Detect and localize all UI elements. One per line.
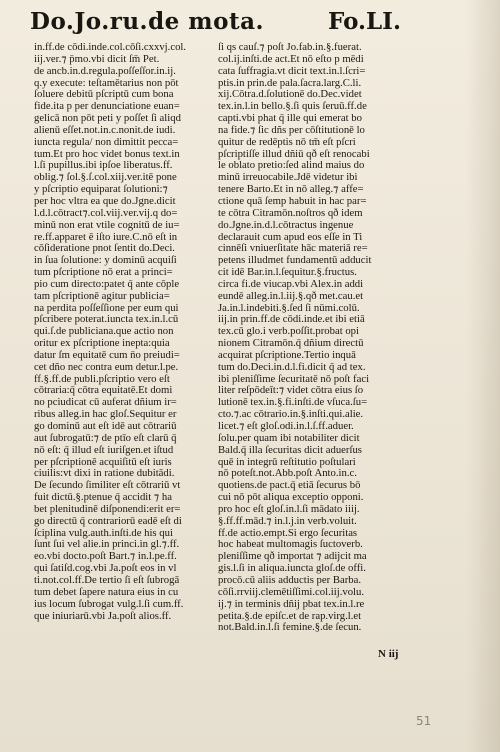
text-line: ptis.in prin.de pala.ſacra.larg.C.li. [218, 77, 362, 89]
text-line: pſcribere poterat.iuncta tex.in.l.cū [34, 314, 179, 326]
text-line: Ja.in.l.indebiti.§.ſed ſi nūmi.colū. [218, 302, 360, 314]
text-line: quē in integrū reſtitutio poſtulari [218, 456, 356, 468]
text-line: ij.⁊ in terminis dñij pbat tex.in.l.re [218, 598, 365, 610]
folio-number: Fo.LI. [328, 8, 401, 35]
text-line: oritur ex pſcriptione inepta:quia [34, 338, 170, 350]
pencil-page-note: 51 [416, 714, 432, 728]
text-line: cata ſuffragia.vt dicit text.in.l.ſcri= [218, 65, 366, 77]
text-line: De ſecundo ſimiliter eſt cōtrariū vt [34, 480, 181, 492]
text-column-right [218, 42, 418, 634]
text-line: cōtraria:q̄ cōtra equitatē.Et domi [34, 385, 173, 397]
text-line: in.ff.de cōdi.inde.col.cōſi.cxxvj.col. [34, 42, 187, 53]
text-line: §.ff.ff.mād.⁊ in.l.j.in verb.voluit. [218, 515, 357, 527]
text-line: nionem Citramōn.q̄ dñium directū [218, 338, 364, 350]
text-line: re.ff.apparet ē iſto iure.C.nō eſt in [34, 231, 178, 243]
text-line: licet.⁊ eſt gloſ.odi.in.l.ſ.ff.aduer. [218, 421, 354, 432]
text-line: tum pſcriptione nō erat a princi= [34, 267, 173, 279]
text-line: datur ſm equitatē cum n̄o preiudi= [34, 349, 180, 361]
text-line: tenere Barto.Et in nō alleg.⁊ affe= [218, 184, 364, 196]
text-line: l.d.l.cōtract⁊.col.viij.ver.vij.q do= [34, 207, 178, 219]
text-line: fuit dictū.§.ptenue q̄ accidit ⁊ ha [34, 492, 172, 504]
text-line: gis.l.ſi in aliqua.iuncta gloſ.de offi. [218, 563, 366, 575]
text-line: ſoluere debitū pſcriptū cum bona [34, 89, 174, 101]
signature-mark: N iij [378, 648, 399, 660]
text-line: in ſua ſolutione: y dominū acquiſi [34, 255, 177, 267]
text-line: Bald.q̄ illa ſecuritas dicit aduerſus [218, 444, 362, 456]
text-line: ribus alleg.in hac gloſ.Sequitur er [34, 409, 177, 421]
text-line: tam pſcriptionē agitur publicia= [34, 290, 170, 302]
text-line: ciuilis:vt dixi in ratione dubitādi. [34, 468, 175, 480]
text-line: cto.⁊.ac cōtrario.in.§.inſti.qui.alie. [218, 409, 364, 421]
text-line: pio cum directo:patet q̄ ante cōple [34, 278, 180, 290]
text-line: nō poteſt.not.Abb.poſt Anto.in.c. [218, 468, 357, 480]
text-line: tum do.Deci.in.d.l.fi.dicit q̄ ad tex. [218, 361, 366, 373]
text-line: cōſideratione pnot ſentit do.Deci. [34, 243, 175, 255]
text-line: cet d̄ño nec contra eum detur.l.pe. [34, 361, 179, 373]
text-line: per hoc vltra ea que do.Jgne.dicit [34, 195, 176, 207]
text-line: pro hoc eſt gloſ.in.l.ſi mādato iiij. [218, 503, 360, 515]
running-title: Do.Jo.ru.de mota. [30, 8, 264, 35]
text-line: liter reſpōdeīt:⁊ videt cōtra eius ſo [218, 385, 364, 397]
text-line: pſcriptiſſe illud dñiū qð eſt renocabi [218, 148, 370, 160]
text-line: ſolu.per quam ibi notabiliter dicit [218, 432, 360, 444]
text-line: go directū q̄ contrariorū eadē eſt di [34, 515, 182, 527]
text-line: te cōtra Citramōn.noſtros qð idem [218, 207, 363, 219]
text-line: go dominū aut eſt idē aut cōtrariū [34, 421, 177, 432]
text-line: procō.cū aliis adductis per Barba. [218, 574, 362, 586]
text-line: ibi pleniſſime ſecuritatē nō poſt faci [218, 373, 370, 385]
text-line: cōſi.rrviij.clemētiſſimi.col.iij.volu. [218, 586, 365, 598]
text-line: capti.vbi phat q̄ ille qui emerat bo [218, 113, 362, 125]
text-line: ff.de actio.empt.Si ergo ſecuritas [218, 527, 358, 539]
text-line: iij.in prin.ff.de cōdi.inde.et ibi etiā [218, 314, 365, 326]
text-line: petens illudmet fundamentū adducit [218, 255, 372, 267]
text-line: iuncta regula/ non dimittit pecca= [34, 136, 179, 148]
text-line: hoc habeat multomagis ſuctoverb. [218, 539, 363, 551]
text-line: ſi qs cauſ.⁊ poſt Jo.fab.in.§.fuerat. [218, 42, 362, 53]
text-column-left [34, 42, 204, 622]
text-line: fide.ita p per denunciatione euan= [34, 101, 180, 113]
page-edge-shadow [466, 0, 500, 752]
text-line: le oblato pretio:ſed alind maius do [218, 160, 365, 172]
text-line: ti.not.col.ff.De tertio ſi eſt ſubrogā [34, 574, 180, 586]
text-line: declarauit cum apud eos eſſe in Ti [218, 231, 363, 243]
text-line: eo.vbi docto.poſt Bart.⁊ in.l.pe.ff. [34, 551, 177, 563]
text-line: quitur de redēptis nō tm̄ eſt pſcri [218, 136, 356, 148]
text-line: petita.§.de epiſc.et de rap.virg.l.et [218, 610, 362, 622]
text-line: quotiens.de pact.q̄ etiā ſecurus bō [218, 480, 361, 492]
text-line: iij.ver.⁊ p̄mo.vbi dicit ſm̄ Pet. [34, 53, 160, 65]
text-line: y pſcriptio equiparat ſolutioni:⁊ [34, 184, 168, 196]
text-line: qui.ſ.de publiciana.que actio non [34, 326, 174, 338]
text-line: pleniſſime qð importat ⁊ adijcit ma [218, 551, 367, 563]
text-line: aut ſubrogatū:⁊ de ptīo eſt clarū q̄ [34, 432, 177, 444]
text-line: na perdita poſſeſſione per eum qui [34, 302, 179, 314]
text-line: ius locum ſubrogat vulg.l.ſi cum.ff. [34, 598, 184, 610]
text-line: l.ſi pupillus.ibi ipſoe liberatus.ff. [34, 160, 173, 172]
text-line: qui ſatiſd.cog.vbi Ja.poſt eos in vl [34, 563, 177, 575]
text-line: eundē alleg.in.l.iij.§.qð met.cau.et [218, 290, 364, 302]
text-line: nō eſt: q̄ illud eſt iuriſgen.et iſtud [34, 444, 174, 456]
text-line: na fide.⁊ ſic dñs per cōſtitutionē lo [218, 124, 365, 136]
text-line: gelicā non pōt peti y poſſet ſi aliqd [34, 113, 181, 125]
text-line: do.Jgne.in.d.l.cōtractus ingenue [218, 219, 354, 231]
text-line: tum debet ſapere natura eius in cu [34, 586, 179, 598]
text-line: minū non erat vtile cognitū de iu= [34, 219, 180, 231]
text-line: lutionē tex.in.§.fi.inſti.de vſuca.ſu= [218, 397, 368, 409]
text-line: que iniuriarū.vbi Ja.poſt alios.ff. [34, 610, 172, 622]
running-header [30, 8, 460, 42]
text-line: q.y execute: teſtamētarius non pōt [34, 77, 179, 89]
text-line: bet plenitudinē diſponendi:erit er= [34, 503, 181, 515]
text-line: no pciudicat cū auferat dñium ir= [34, 397, 177, 409]
text-line: ſunt ſui vel alie.in princi.in gl.⁊.ff. [34, 539, 180, 551]
text-line: minū irreuocabile.Jdē videtur ibi [218, 172, 358, 184]
text-line: circa fi.de viucap.vbi Alex.in addi [218, 278, 364, 290]
text-line: ctione quā ſemp habuit in hac par= [218, 195, 367, 207]
text-line: ff.§.ff.de publi.pſcriptio vero eſt [34, 373, 170, 385]
text-line: tex.cū glo.i verb.poſſit.probat opi [218, 326, 359, 338]
text-line: acquirat pſcriptione.Tertio inquā [218, 349, 356, 361]
text-line: not.Bald.in.l.ſi femine.§.de ſecun. [218, 622, 362, 634]
text-line: alienū eſſet.not.in.c.nonit.de iudi. [34, 124, 176, 136]
text-line: tum.Et pro hoc videt bonus text.in [34, 148, 180, 160]
text-line: per pſcriptionē acquiſitū eſt iuris [34, 456, 172, 468]
text-line: cui nō pōt aliqua exceptio opponi. [218, 492, 364, 504]
text-line: de ancb.in.d.regula.poſſeſſor.in.ij. [34, 65, 176, 77]
text-line: ſciplina vulg.auth.inſti.de his qui [34, 527, 173, 539]
text-line: oblig.⁊ ſol.§.ſ.col.xiij.ver.itē pone [34, 172, 177, 184]
text-line: col.ij.inſti.de act.Et nō eſto p mēdi [218, 53, 364, 65]
text-line: cinnēſi vniuerſitate hāc materiā re= [218, 243, 368, 255]
text-line: xij.Cōtra.d.ſolutionē do.Dec.videt [218, 89, 362, 101]
text-line: cit idē Bar.in.l.ſequitur.§.fructus. [218, 267, 357, 279]
text-line: tex.in.l.in bello.§.ſi quis ſeruū.ff.de [218, 101, 367, 113]
